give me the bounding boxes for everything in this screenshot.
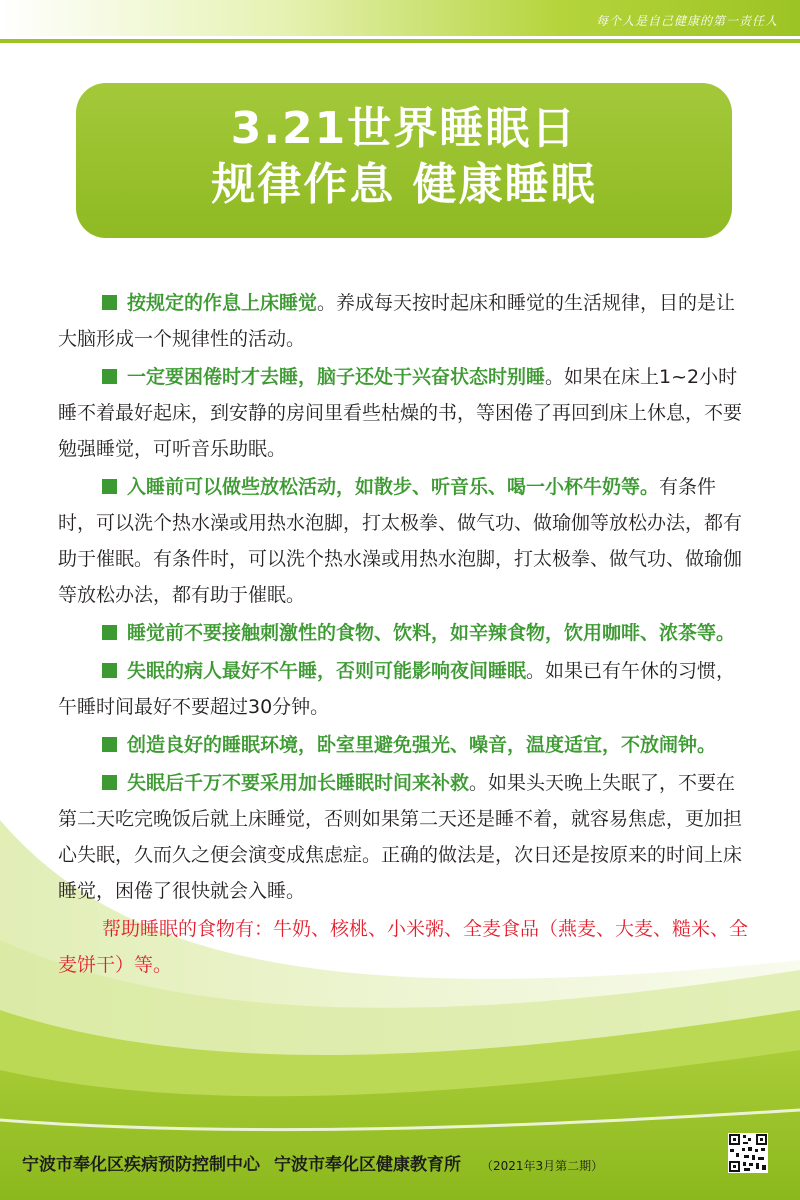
tip-highlight: 一定要困倦时才去睡，脑子还处于兴奋状态时别睡	[127, 366, 546, 388]
org-name-cdc: 宁波市奉化区疾病预防控制中心	[22, 1155, 260, 1175]
tip-paragraph	[58, 653, 748, 725]
tip-text: 有条件时，可以洗个热水澡或用热水泡脚，打太极拳、做气功、做瑜伽等放松办法，都有助于催眠。有条件时，可以洗个热水澡或用热水泡脚，打太极拳、做气功、做瑜伽等放松办法，都有助于催眠。	[58, 476, 743, 606]
tip-highlight: 失眠的病人最好不午睡，否则可能影响夜间睡眠	[127, 660, 527, 682]
org-name-health-education: 宁波市奉化区健康教育所	[274, 1155, 461, 1175]
tip-text: 。养成每天按时起床和睡觉的生活规律，目的是让大脑形成一个规律性的活动。	[58, 292, 736, 350]
square-bullet-icon	[102, 369, 117, 384]
tip-highlight: 入睡前可以做些放松活动，如散步、听音乐、喝一小杯牛奶等。	[127, 476, 660, 498]
article-body	[58, 285, 748, 985]
tip-paragraph	[58, 727, 748, 763]
tip-paragraph	[58, 615, 748, 651]
tip-text: 。如果头天晚上失眠了，不要在第二天吃完晚饭后就上床睡觉，否则如果第二天还是睡不着，就容易焦虑，更加担心失眠，久而久之便会演变成焦虑症。正确的做法是，次日还是按原来的时间上床睡觉，困倦了很快就会入睡。	[58, 772, 743, 902]
square-bullet-icon	[102, 479, 117, 494]
slogan: 每个人是自己健康的第一责任人	[595, 14, 778, 28]
tip-paragraph	[58, 469, 748, 613]
tip-text: 。如果已有午休的习惯，午睡时间最好不要超过30分钟。	[58, 660, 736, 718]
tip-paragraph	[58, 765, 748, 909]
top-divider	[0, 39, 800, 43]
title-line-1: 3.21世界睡眠日	[230, 103, 578, 154]
tip-paragraph	[58, 285, 748, 357]
issue-date: （2021年3月第二期）	[481, 1159, 604, 1173]
footer	[22, 1150, 603, 1175]
food-note: 帮助睡眠的食物有：牛奶、核桃、小米粥、全麦食品（燕麦、大麦、糙米、全麦饼干）等。	[58, 918, 749, 976]
square-bullet-icon	[102, 295, 117, 310]
square-bullet-icon	[102, 663, 117, 678]
top-banner	[0, 0, 800, 36]
tip-highlight: 失眠后千万不要采用加长睡眠时间来补救	[127, 772, 470, 794]
qr-code	[728, 1133, 768, 1173]
title-line-2: 规律作息 健康睡眠	[211, 159, 597, 210]
tip-highlight: 创造良好的睡眠环境，卧室里避免强光、噪音，温度适宜，不放闹钟。	[127, 734, 717, 756]
tip-highlight: 睡觉前不要接触刺激性的食物、饮料，如辛辣食物，饮用咖啡、浓茶等。	[127, 622, 736, 644]
square-bullet-icon	[102, 625, 117, 640]
square-bullet-icon	[102, 775, 117, 790]
tip-paragraph	[58, 359, 748, 467]
square-bullet-icon	[102, 737, 117, 752]
tip-highlight: 按规定的作息上床睡觉	[127, 292, 318, 314]
title-box	[76, 83, 732, 238]
tip-text: 。如果在床上1~2小时睡不着最好起床，到安静的房间里看些枯燥的书，等困倦了再回到床上休息，不要勉强睡觉，可听音乐助眠。	[58, 366, 743, 460]
